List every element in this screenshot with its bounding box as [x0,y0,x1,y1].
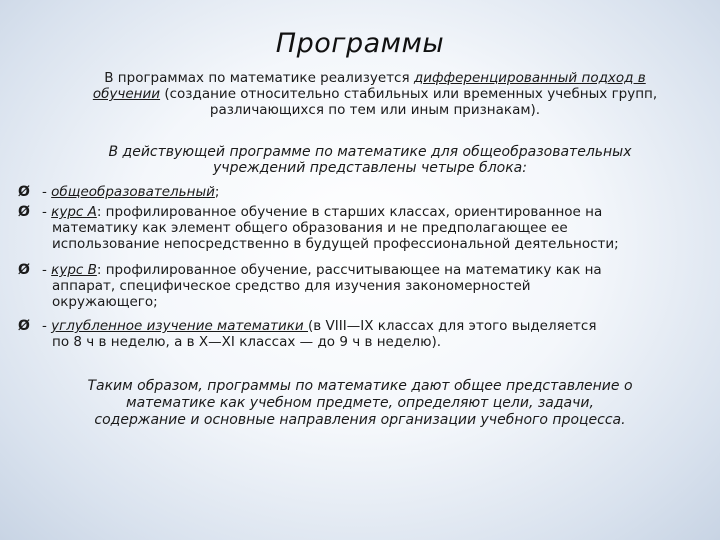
conclusion-line-1: Таким образом, программы по математике дают общее представление о [87,378,633,394]
arrow-bullet-icon: Ø [18,184,30,200]
intro-line-1 [72,70,678,86]
item-rest: : профилированное обучение, рассчитывающее на математику как на [96,262,602,278]
list-item-text [42,204,672,252]
list-item-line: окружающего; [52,294,158,310]
intro-emphasis: дифференцированный подход в [413,70,646,86]
intro-prefix: В программах по математике реализуется [104,70,414,86]
intro-rest: (создание относительно стабильных или временных учебных групп, [160,86,658,102]
blocks-heading-line-1: В действующей программе по математике для общеобразовательных [108,144,632,160]
list-item-line [42,262,672,278]
arrow-bullet-icon: Ø [18,318,30,334]
list-item-line: аппарат, специфическое средство для изучения закономерностей [52,278,531,294]
intro-line-3: различающихся по тем или иным признакам). [209,102,541,118]
item-rest: : профилированное обучение в старших классах, ориентированное на [96,204,603,220]
item-rest: (в VIII—IX классах для этого выделяется [308,318,597,334]
item-rest: ; [214,184,220,200]
list-item-text [42,262,672,310]
list-item-line: использование непосредственно в будущей профессиональной деятельности; [52,236,619,252]
conclusion-line-3: содержание и основные направления организации учебного процесса. [94,412,626,428]
item-emphasis: курс А [51,204,97,220]
list-item-line: по 8 ч в неделю, а в X—XI классах — до 9 ч в неделю). [52,334,442,350]
list-item-line: математику как элемент общего образования и не предполагающее ее [52,220,568,236]
conclusion-line-2: математике как учебном предмете, определяют цели, задачи, [126,395,594,411]
item-emphasis: общеобразовательный [51,184,215,200]
arrow-bullet-icon: Ø [18,204,30,220]
item-prefix: - [42,184,52,200]
intro-paragraph [72,70,678,118]
list-item-line [42,318,672,334]
blocks-heading-line-2: учреждений представлены четыре блока: [213,160,527,176]
intro-emphasis-2: обучении [92,86,161,102]
list-item-text [42,318,672,350]
item-prefix: - [42,318,52,334]
conclusion-paragraph [40,378,680,429]
arrow-bullet-icon: Ø [18,262,30,278]
list-item-line [42,184,672,200]
item-emphasis: углубленное изучение математики [51,318,309,334]
item-emphasis: курс В [51,262,97,278]
slide-title: Программы [275,28,445,59]
list-item-text [42,184,672,200]
blocks-heading [60,144,680,176]
intro-line-2 [72,86,678,102]
list-item-line [42,204,672,220]
item-prefix: - [42,204,52,220]
item-prefix: - [42,262,52,278]
